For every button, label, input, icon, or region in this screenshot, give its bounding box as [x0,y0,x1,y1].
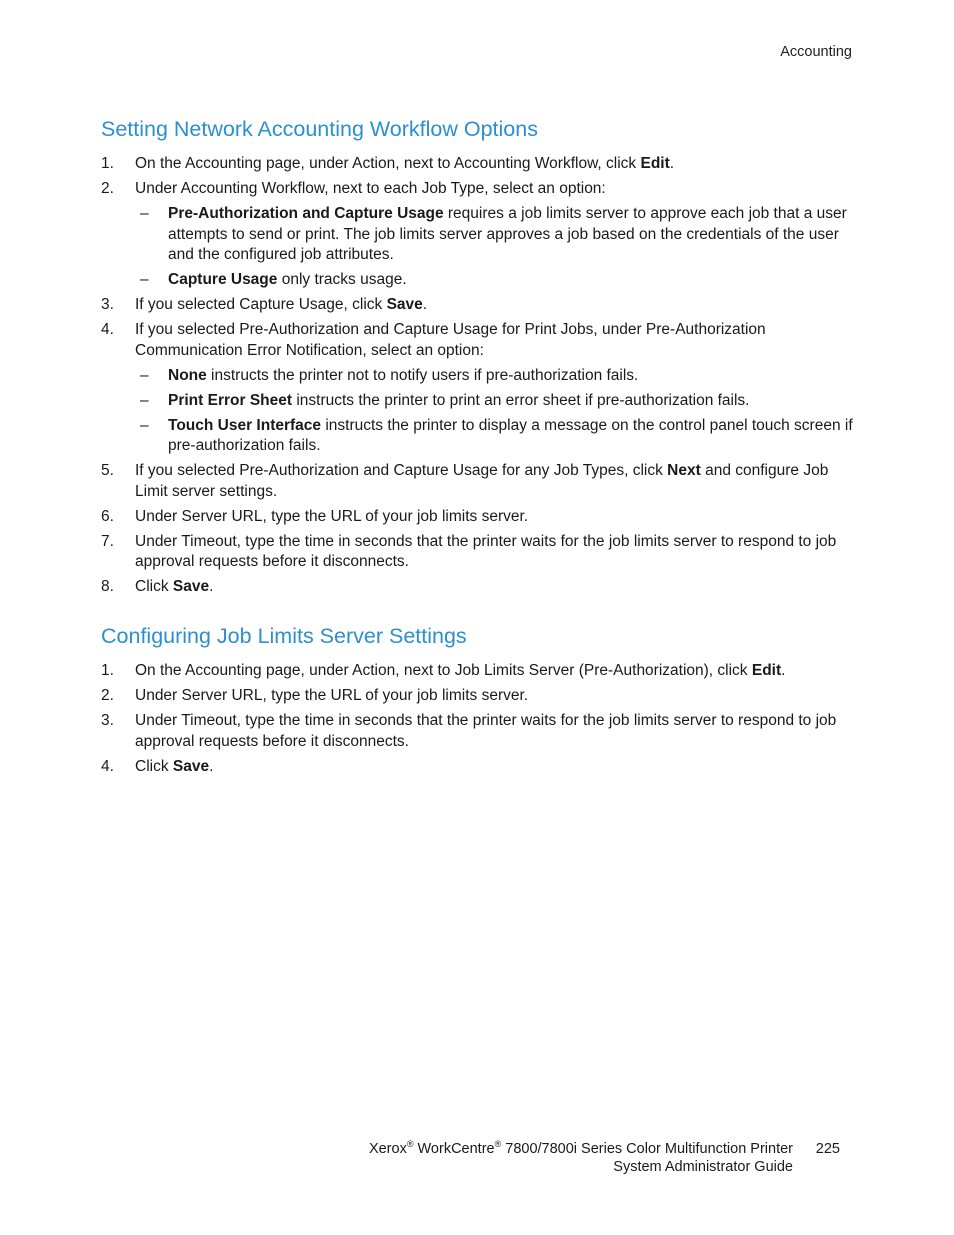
step-number: 3. [101,712,114,729]
step-number: 2. [101,687,114,704]
step-text: . [781,662,786,679]
list-item [101,711,853,752]
footer-model: 7800/7800i Series Color Multifunction Printer [501,1141,793,1157]
sub-list-item [101,366,853,387]
dash-bullet: – [140,205,149,222]
footer-guide: System Administrator Guide [613,1159,793,1175]
footer-product-info [369,1140,793,1176]
option-description: instructs the printer not to notify users if pre-authorization fails. [206,366,639,384]
dash-bullet: – [140,271,149,288]
list-item [101,686,853,707]
footer-product: WorkCentre [413,1141,495,1157]
list-item [101,461,853,502]
step-number: 4. [101,757,114,775]
step-bold-text: Save [172,757,210,775]
footer-product-line [369,1140,793,1158]
step-number: 6. [101,507,114,525]
list-item [101,320,853,361]
step-bold-text: Edit [640,155,670,172]
step-number: 1. [101,155,114,172]
step-text: . [209,578,214,595]
sub-list-item [101,391,853,412]
step-text: If you selected Capture Usage, click [135,296,387,313]
list-item [101,577,853,598]
page-number: 225 [815,1141,840,1157]
list-item [101,532,853,573]
sub-list-item [101,204,853,266]
dash-bullet: – [140,366,149,384]
job-limits-steps-list [101,661,853,782]
option-name: Pre-Authorization and Capture Usage [168,205,444,222]
option-description: instructs the printer to print an error sheet if pre-authorization fails. [292,391,750,409]
registered-mark: ® [494,1139,502,1149]
step-text: On the Accounting page, under Action, next to Job Limits Server (Pre-Authorization), click [135,662,752,679]
step-number: 3. [101,296,114,313]
list-item [101,757,853,778]
list-item [101,507,853,528]
list-item [101,179,853,200]
option-name: Capture Usage [168,271,278,288]
step-text: Click [135,757,173,775]
step-number: 2. [101,180,114,197]
step-text: Under Timeout, type the time in seconds that the printer waits for the job limits server to respond to job approval requests before it disconnects. [135,712,837,750]
step-text: If you selected Pre-Authorization and Capture Usage for Print Jobs, under Pre-Authorization Communication Error Notification, select an option: [135,321,766,359]
section-title-workflow: Setting Network Accounting Workflow Options [101,117,538,141]
list-item [101,661,853,682]
step-text: If you selected Pre-Authorization and Capture Usage for any Job Types, click [135,462,668,479]
sub-list-item [101,270,853,291]
footer-brand: Xerox [368,1141,407,1157]
registered-mark: ® [406,1139,414,1149]
section-title-job-limits: Configuring Job Limits Server Settings [101,624,467,648]
list-item [101,295,853,316]
step-number: 4. [101,321,114,338]
step-text: Under Server URL, type the URL of your job limits server. [135,687,529,704]
step-text: On the Accounting page, under Action, next to Accounting Workflow, click [135,155,641,172]
option-name: Touch User Interface [168,416,322,434]
step-bold-text: Save [172,578,210,595]
step-number: 8. [101,578,114,595]
dash-bullet: – [140,391,149,409]
workflow-steps-list [101,154,853,602]
list-item [101,154,853,175]
step-text: and configure Job Limit server settings. [135,462,829,500]
step-text: Under Server URL, type the URL of your job limits server. [135,507,529,525]
option-description: requires a job limits server to approve each job that a user attempts to send or print. The job limits server approves a job based on the credentials of the user and the configured job attributes. [168,205,847,263]
option-description: only tracks usage. [277,271,407,288]
step-text: . [669,155,675,172]
step-text: Under Timeout, type the time in seconds that the printer waits for the job limits server to respond to job approval requests before it disconnects. [135,532,837,570]
step-text: . [422,296,428,313]
step-bold-text: Save [386,296,423,313]
sub-list-item [101,416,853,457]
step-bold-text: Edit [751,662,782,679]
step-text: . [209,757,214,775]
option-name: Print Error Sheet [168,391,293,409]
dash-bullet: – [140,416,149,434]
option-name: None [168,366,207,384]
step-text: Click [135,578,173,595]
option-description: instructs the printer to display a message on the control panel touch screen if pre-authorization fails. [168,416,853,454]
step-bold-text: Next [667,462,701,479]
step-number: 7. [101,532,114,550]
step-number: 5. [101,462,114,479]
step-text: Under Accounting Workflow, next to each Job Type, select an option: [135,180,606,197]
running-head: Accounting [780,44,852,60]
step-number: 1. [101,662,114,679]
